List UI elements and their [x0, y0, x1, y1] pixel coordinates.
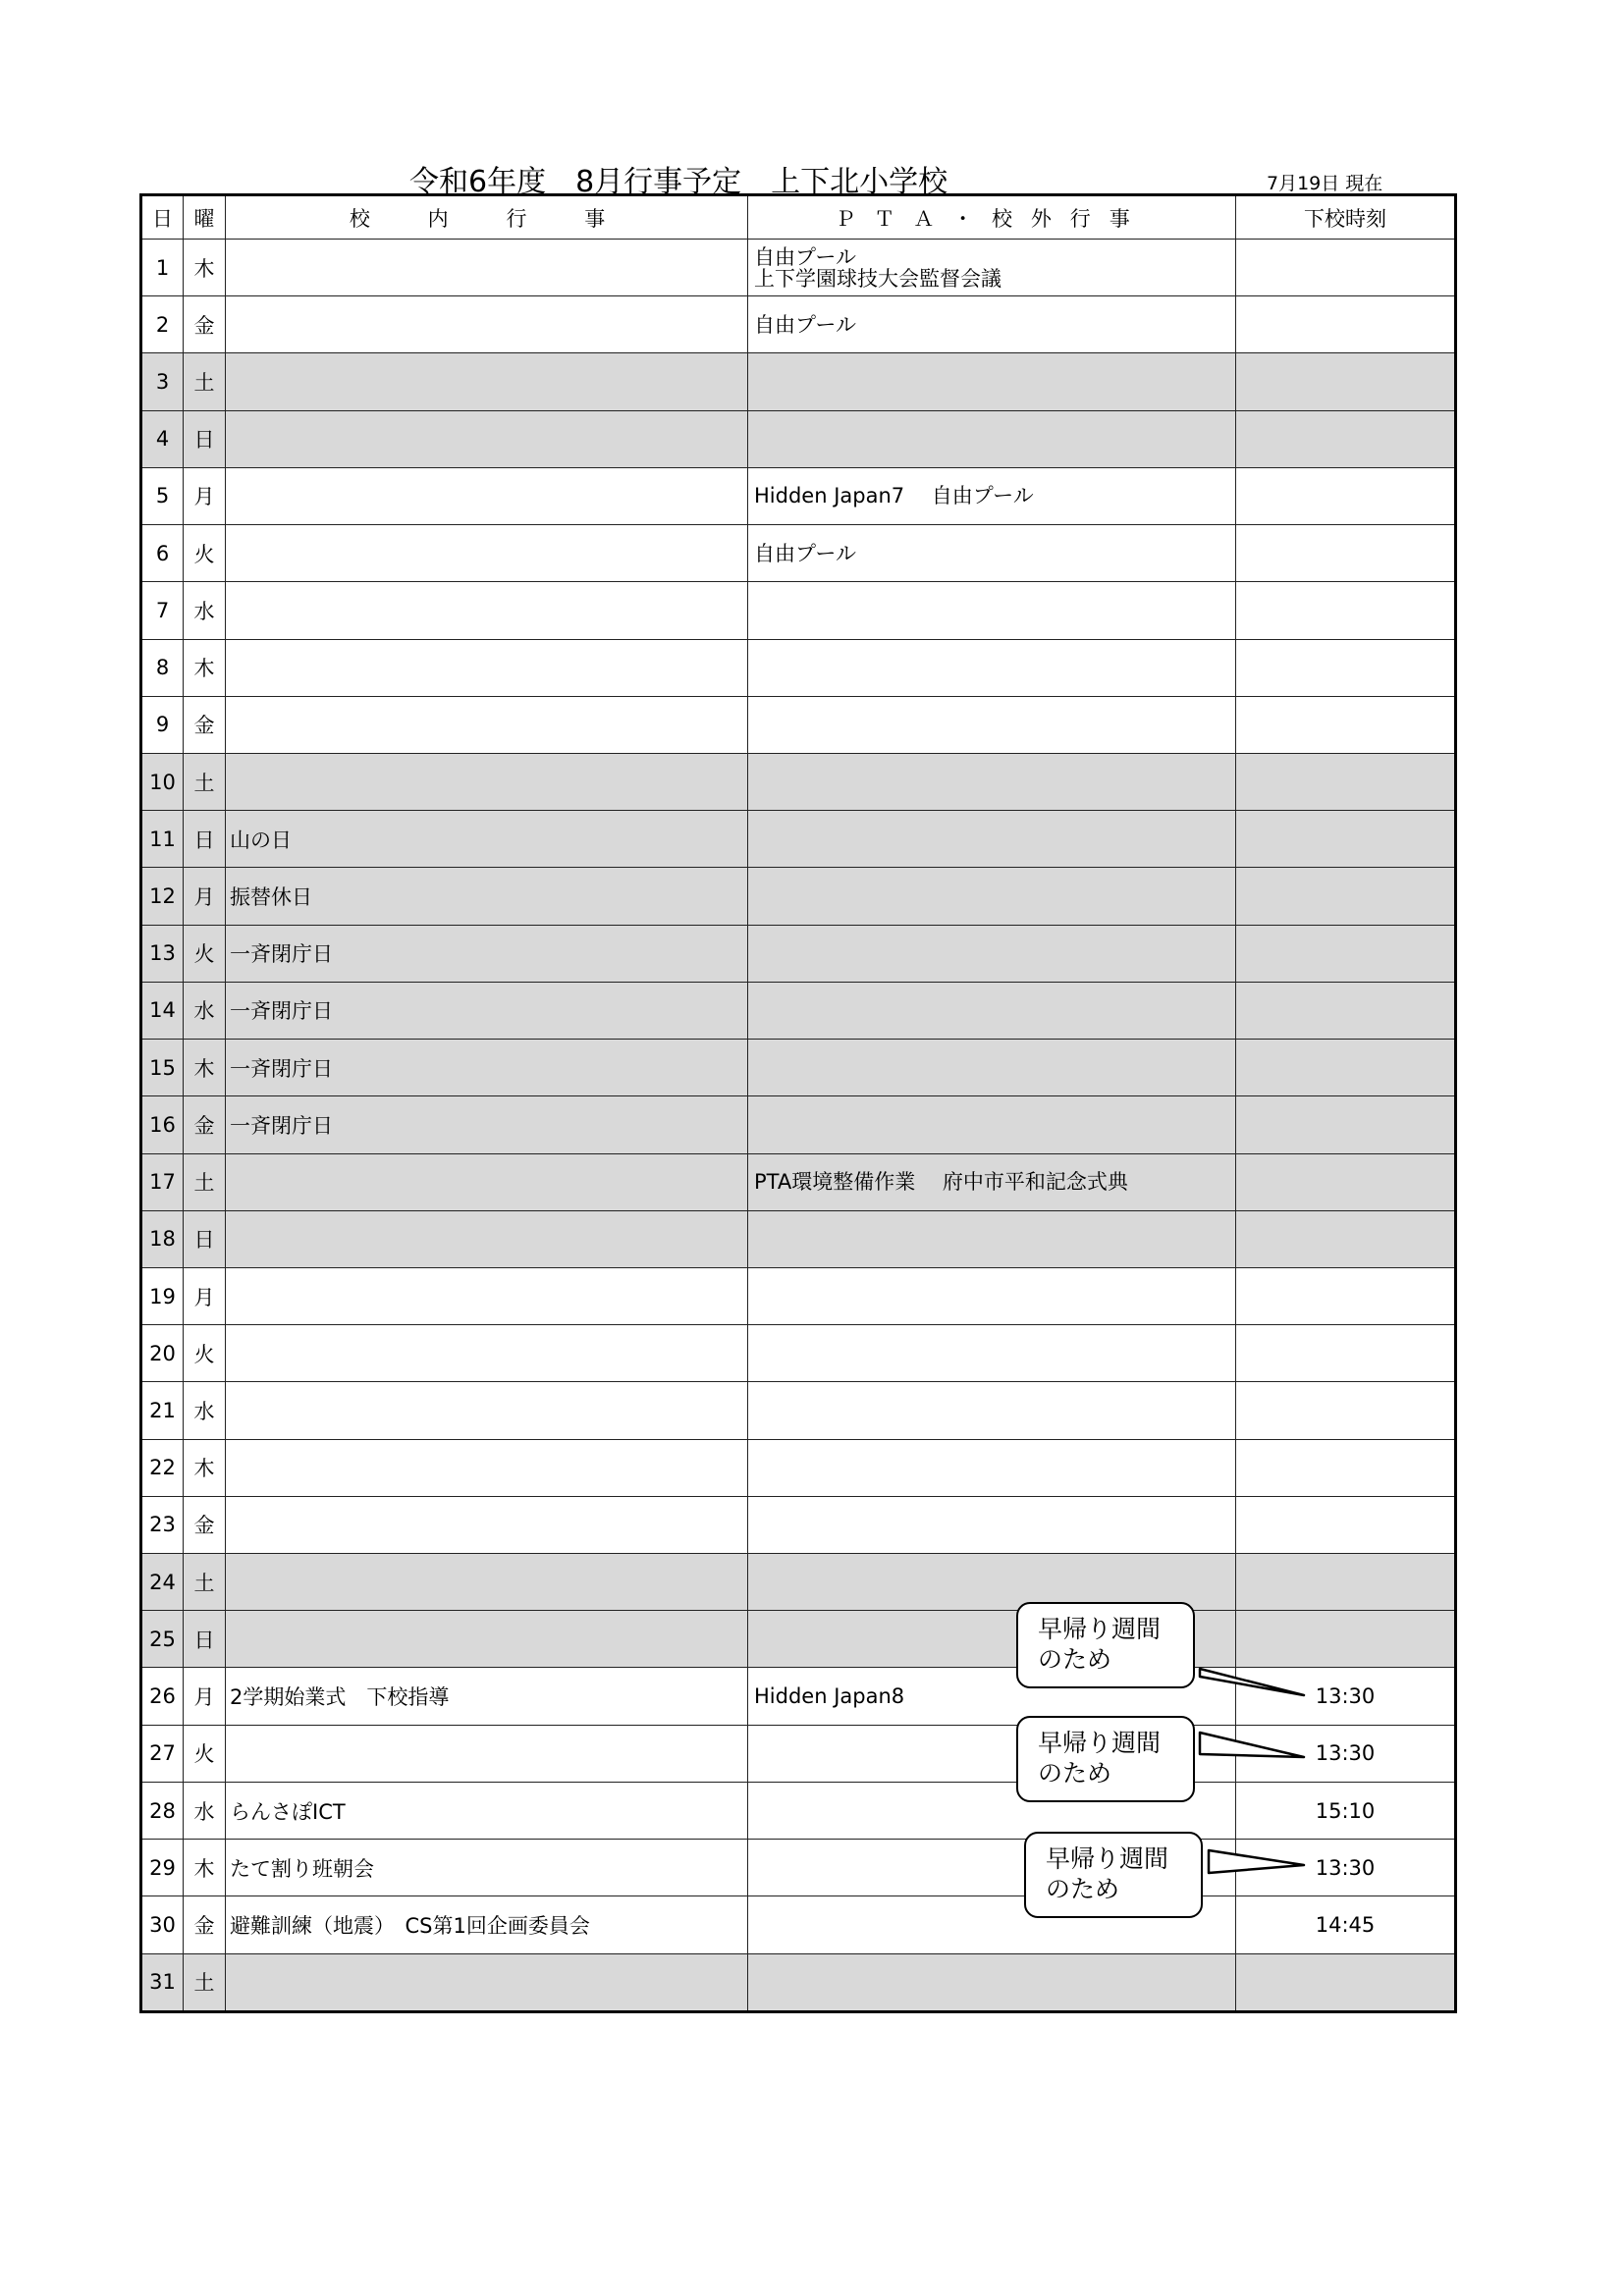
weekday-cell: 日	[184, 1210, 226, 1267]
header-school-events: 校 内 行 事	[226, 195, 748, 240]
dismissal-time-cell: 13:30	[1236, 1725, 1456, 1782]
weekday-cell: 水	[184, 1382, 226, 1439]
callout-line-2: のため	[1038, 1645, 1112, 1674]
dismissal-time-cell: 13:30	[1236, 1668, 1456, 1725]
weekday-cell: 水	[184, 1782, 226, 1839]
school-event-cell: 山の日	[226, 811, 748, 868]
school-event-cell: 振替休日	[226, 868, 748, 925]
weekday-cell: 金	[184, 1496, 226, 1553]
pta-event-line: 自由プール	[754, 244, 856, 269]
weekday-cell: 火	[184, 1725, 226, 1782]
weekday-cell: 月	[184, 467, 226, 524]
dismissal-time-cell: 14:45	[1236, 1896, 1456, 1953]
day-cell: 21	[141, 1382, 184, 1439]
school-event-cell: 避難訓練（地震） CS第1回企画委員会	[226, 1896, 748, 1953]
weekday-cell: 金	[184, 1096, 226, 1153]
weekday-cell: 土	[184, 1153, 226, 1210]
pta-event-line: 自由プール	[754, 541, 856, 565]
callout-line-2: のため	[1046, 1875, 1120, 1903]
day-cell: 13	[141, 925, 184, 982]
weekday-cell: 土	[184, 1554, 226, 1611]
day-cell: 9	[141, 696, 184, 753]
weekday-cell: 水	[184, 582, 226, 639]
callout-line-1: 早帰り週間	[1038, 1615, 1162, 1643]
day-cell: 12	[141, 868, 184, 925]
day-cell: 25	[141, 1611, 184, 1668]
weekday-cell: 土	[184, 753, 226, 810]
weekday-cell: 日	[184, 410, 226, 467]
day-cell: 24	[141, 1554, 184, 1611]
weekday-cell: 木	[184, 1439, 226, 1496]
callout-line-1: 早帰り週間	[1046, 1844, 1169, 1873]
callout-pointer-2	[1200, 1733, 1304, 1757]
weekday-cell: 土	[184, 353, 226, 410]
day-cell: 29	[141, 1840, 184, 1896]
early-dismissal-callout-3	[1024, 1832, 1203, 1918]
weekday-cell: 火	[184, 925, 226, 982]
day-cell: 14	[141, 982, 184, 1039]
day-cell: 19	[141, 1267, 184, 1324]
early-dismissal-callout-2	[1016, 1716, 1195, 1802]
day-cell: 2	[141, 296, 184, 353]
school-event-cell: 一斉閉庁日	[226, 1040, 748, 1096]
callout-line-1: 早帰り週間	[1038, 1729, 1162, 1757]
day-cell: 10	[141, 753, 184, 810]
dismissal-time-cell: 15:10	[1236, 1782, 1456, 1839]
day-cell: 27	[141, 1725, 184, 1782]
day-cell: 22	[141, 1439, 184, 1496]
weekday-cell: 金	[184, 1896, 226, 1953]
day-cell: 11	[141, 811, 184, 868]
day-cell: 26	[141, 1668, 184, 1725]
header-weekday: 曜	[184, 195, 226, 240]
weekday-cell: 金	[184, 296, 226, 353]
day-cell: 15	[141, 1040, 184, 1096]
header-pta-events: ＰＴＡ・校外行事	[748, 195, 1236, 240]
school-event-cell: らんさぽICT	[226, 1782, 748, 1839]
callout-line-2: のため	[1038, 1759, 1112, 1788]
weekday-cell: 火	[184, 525, 226, 582]
weekday-cell: 水	[184, 982, 226, 1039]
day-cell: 1	[141, 240, 184, 296]
day-cell: 17	[141, 1153, 184, 1210]
page-title: 令和6年度 8月行事予定 上下北小学校	[409, 165, 948, 199]
day-cell: 7	[141, 582, 184, 639]
early-dismissal-callout-1	[1016, 1602, 1195, 1688]
weekday-cell: 月	[184, 1668, 226, 1725]
pta-event-line: Hidden Japan8	[754, 1684, 905, 1709]
weekday-cell: 木	[184, 639, 226, 696]
header-dismissal-time: 下校時刻	[1236, 195, 1456, 240]
weekday-cell: 火	[184, 1325, 226, 1382]
day-cell: 20	[141, 1325, 184, 1382]
pta-event-line: Hidden Japan7 自由プール	[754, 484, 1034, 508]
day-cell: 18	[141, 1210, 184, 1267]
weekday-cell: 木	[184, 1040, 226, 1096]
school-event-cell: 一斉閉庁日	[226, 925, 748, 982]
day-cell: 6	[141, 525, 184, 582]
weekday-cell: 日	[184, 1611, 226, 1668]
day-cell: 23	[141, 1496, 184, 1553]
day-cell: 16	[141, 1096, 184, 1153]
dismissal-time-cell: 13:30	[1236, 1840, 1456, 1896]
school-event-cell: たて割り班朝会	[226, 1840, 748, 1896]
pta-event-line: 上下学園球技大会監督会議	[754, 266, 1001, 291]
weekday-cell: 月	[184, 868, 226, 925]
school-event-cell: 一斉閉庁日	[226, 1096, 748, 1153]
as-of-date: 7月19日 現在	[1267, 173, 1383, 194]
callout-pointer-1	[1200, 1669, 1304, 1695]
callout-pointer-3	[1209, 1850, 1304, 1873]
weekday-cell: 日	[184, 811, 226, 868]
header-day: 日	[141, 195, 184, 240]
weekday-cell: 土	[184, 1953, 226, 2011]
pta-event-line: PTA環境整備作業 府中市平和記念式典	[754, 1170, 1128, 1195]
school-event-cell: 一斉閉庁日	[226, 982, 748, 1039]
day-cell: 28	[141, 1782, 184, 1839]
weekday-cell: 金	[184, 696, 226, 753]
day-cell: 5	[141, 467, 184, 524]
day-cell: 4	[141, 410, 184, 467]
day-cell: 8	[141, 639, 184, 696]
day-cell: 31	[141, 1953, 184, 2011]
day-cell: 3	[141, 353, 184, 410]
pta-event-line: 自由プール	[754, 312, 856, 337]
weekday-cell: 木	[184, 240, 226, 296]
school-event-cell: 2学期始業式 下校指導	[226, 1668, 748, 1725]
day-cell: 30	[141, 1896, 184, 1953]
weekday-cell: 木	[184, 1840, 226, 1896]
weekday-cell: 月	[184, 1267, 226, 1324]
